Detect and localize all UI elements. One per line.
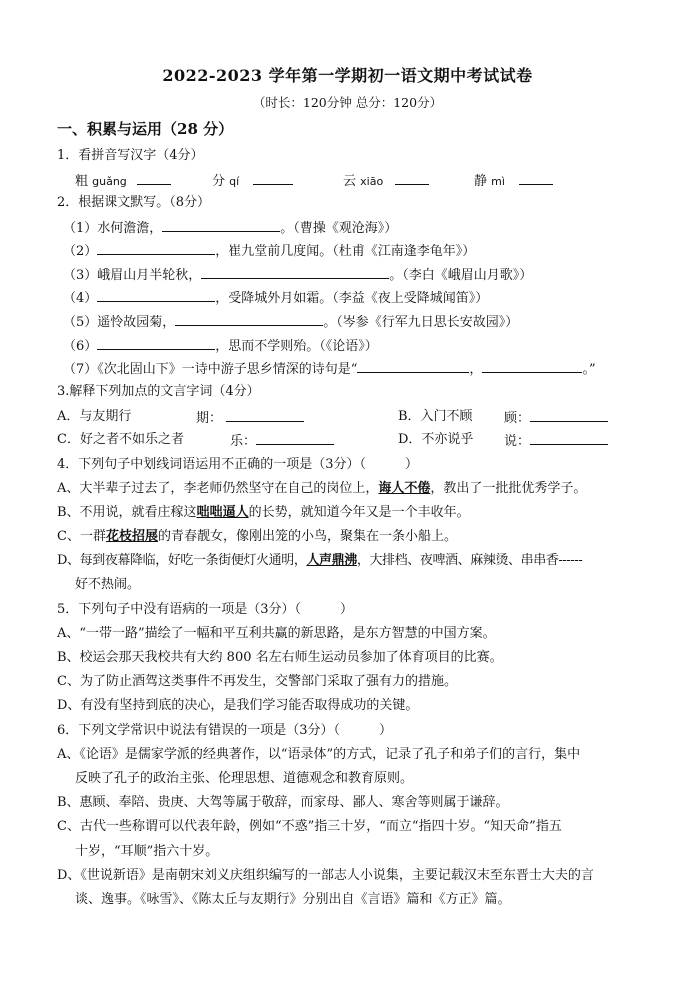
underlined-phrase: 花枝招展	[105, 529, 158, 544]
option-b: B、惠顾、奉陪、贵庚、大驾等属于敬辞，而家母、鄙人、寒舍等则属于谦辞。	[57, 795, 509, 810]
option-c-continued: 十岁，“耳顺”指六十岁。	[75, 844, 219, 859]
answer-blank[interactable]	[530, 430, 608, 445]
line-text: （6）	[63, 339, 98, 354]
pinyin-item-1	[75, 170, 171, 192]
option-c-answer	[230, 430, 334, 452]
option-a: A．与友期行	[57, 409, 132, 424]
line-text: ，思而不学则殆。（《论语》）	[215, 339, 378, 354]
pinyin-text: guǎng	[92, 175, 127, 188]
option-text: ，大排档、夜啤酒、麻辣烫、串串香------	[356, 553, 583, 568]
question-3-stem: 3.解释下列加点的文言字词（4分）	[57, 384, 260, 399]
line-text: 。（曹操《观沧海》）	[280, 221, 398, 236]
answer-blank[interactable]	[97, 287, 215, 302]
question-5-stem: 5．下列句子中没有语病的一项是（3分）（ ）	[57, 602, 354, 617]
option-text: D、每到夜幕降临，好吃一条街便灯火通明，	[57, 553, 307, 568]
pinyin-prefix: 粗	[75, 174, 93, 189]
line-text: （5）遥怜故园菊，	[63, 315, 176, 330]
option-text: B、不用说，就看庄稼这	[57, 505, 197, 520]
term-label: 说：	[504, 434, 531, 449]
pinyin-prefix: 静	[474, 174, 492, 189]
answer-blank[interactable]	[395, 170, 429, 185]
term-label: 期：	[196, 411, 223, 426]
option-c: C、古代一些称谓可以代表年龄，例如“不惑”指三十岁，“而立“指四十岁。“知天命”指五	[57, 819, 562, 834]
recite-line-7	[63, 358, 596, 380]
recite-line-4	[63, 287, 488, 309]
pinyin-prefix: 分	[212, 174, 230, 189]
option-c	[57, 527, 457, 547]
answer-blank[interactable]	[519, 170, 553, 185]
option-d-continued: 好不热闹。	[75, 577, 141, 592]
line-text: （7）《次北固山下》一诗中游子思乡情深的诗句是“	[63, 362, 358, 377]
line-text: ，受降城外月如霜。（李益《夜上受降城闻笛》）	[215, 291, 489, 306]
line-text: （4）	[63, 291, 98, 306]
recite-line-2	[63, 240, 475, 262]
underlined-phrase: 诲人不倦	[378, 481, 431, 496]
pinyin-prefix: 云	[343, 174, 361, 189]
answer-blank[interactable]	[482, 358, 582, 373]
line-text: 。（李白《峨眉山月歌》）	[389, 268, 533, 283]
question-4-stem: 4．下列句子中划线词语运用不正确的一项是（3分）（ ）	[57, 457, 419, 472]
term-label: 顾：	[504, 411, 531, 426]
answer-blank[interactable]	[256, 430, 334, 445]
option-d: D、《世说新语》是南朝宋刘义庆组织编写的一部志人小说集，主要记载汉末至东晋士大夫的言	[57, 868, 594, 883]
answer-blank[interactable]	[226, 407, 304, 422]
line-text: ，崔九堂前几度闻。（杜甫《江南逢李龟年》）	[215, 244, 476, 259]
question-1-stem: 1．看拼音写汉字（4分）	[57, 148, 204, 163]
answer-blank[interactable]	[137, 170, 171, 185]
answer-blank[interactable]	[253, 170, 293, 185]
option-d: D．不亦说乎	[398, 432, 474, 447]
line-text: 。”	[582, 362, 596, 377]
term-label: 乐：	[230, 434, 257, 449]
option-a: A、《论语》是儒家学派的经典著作，以“语录体”的方式，记录了孔子和弟子们的言行，集中	[57, 747, 581, 762]
option-b-answer	[504, 407, 608, 429]
pinyin-item-4	[474, 170, 553, 192]
answer-blank[interactable]	[162, 217, 280, 232]
option-b: B、校运会那天我校共有大约 800 名左右师生运动员参加了体育项目的比赛。	[57, 650, 503, 665]
recite-line-1	[63, 217, 397, 239]
option-c: C．好之者不如乐之者	[57, 432, 184, 447]
option-d: D、有没有坚持到底的决心，是我们学习能否取得成功的关键。	[57, 698, 419, 713]
section-heading: 一、积累与运用（28 分）	[57, 120, 234, 138]
answer-blank[interactable]	[357, 358, 469, 373]
option-text: ，教出了一批批优秀学子。	[430, 481, 587, 496]
option-text: C、一群	[57, 529, 106, 544]
pinyin-text: qí	[229, 175, 240, 188]
option-text: 的青春靓女，像刚出笼的小鸟，聚集在一条小船上。	[157, 529, 457, 544]
line-text: （3）峨眉山月半轮秋，	[63, 268, 202, 283]
option-text: A、大半辈子过去了，李老师仍然坚守在自己的岗位上，	[57, 481, 379, 496]
answer-blank[interactable]	[201, 264, 389, 279]
recite-line-6	[63, 335, 378, 357]
pinyin-text: mì	[491, 175, 505, 188]
option-text: 的长势，就知道今年又是一个丰收年。	[248, 505, 470, 520]
option-d	[57, 551, 582, 571]
option-d-answer	[504, 430, 608, 452]
line-text: ，	[469, 362, 483, 377]
question-2-stem: 2．根据课文默写。（8分）	[57, 195, 211, 210]
option-a-continued: 反映了孔子的政治主张、伦理思想、道德观念和教育原则。	[75, 771, 414, 786]
line-text: （2）	[63, 244, 98, 259]
line-text: 。（岑参《行军九日思长安故园》）	[323, 315, 519, 330]
option-a	[57, 479, 586, 499]
recite-line-5	[63, 311, 518, 333]
pinyin-text: xiāo	[360, 175, 384, 188]
underlined-phrase: 人声鼎沸	[306, 553, 357, 568]
option-b: B．入门不顾	[398, 409, 473, 424]
option-b	[57, 503, 470, 523]
recite-line-3	[63, 264, 532, 286]
pinyin-item-3	[343, 170, 429, 192]
answer-blank[interactable]	[530, 407, 608, 422]
underlined-phrase: 咄咄逼人	[196, 505, 249, 520]
answer-blank[interactable]	[97, 240, 215, 255]
line-text: （1）水何澹澹，	[63, 221, 163, 236]
page-title: 2022-2023 学年第一学期初一语文期中考试试卷	[162, 66, 533, 85]
pinyin-item-2	[212, 170, 293, 192]
question-6-stem: 6．下列文学常识中说法有错误的一项是（3分）（ ）	[57, 723, 393, 738]
answer-blank[interactable]	[175, 311, 323, 326]
answer-blank[interactable]	[97, 335, 215, 350]
option-a: A、“一带一路”描绘了一幅和平互利共赢的新思路，是东方智慧的中国方案。	[57, 626, 496, 641]
option-c: C、为了防止酒驾这类事件不再发生，交警部门采取了强有力的措施。	[57, 674, 457, 689]
exam-duration-score: （时长：120分钟 总分：120分）	[252, 95, 443, 110]
option-a-answer	[196, 407, 304, 429]
option-d-continued: 谈、逸事。《咏雪》、《陈太丘与友期行》分别出自《言语》篇和《方正》篇。	[75, 892, 511, 907]
